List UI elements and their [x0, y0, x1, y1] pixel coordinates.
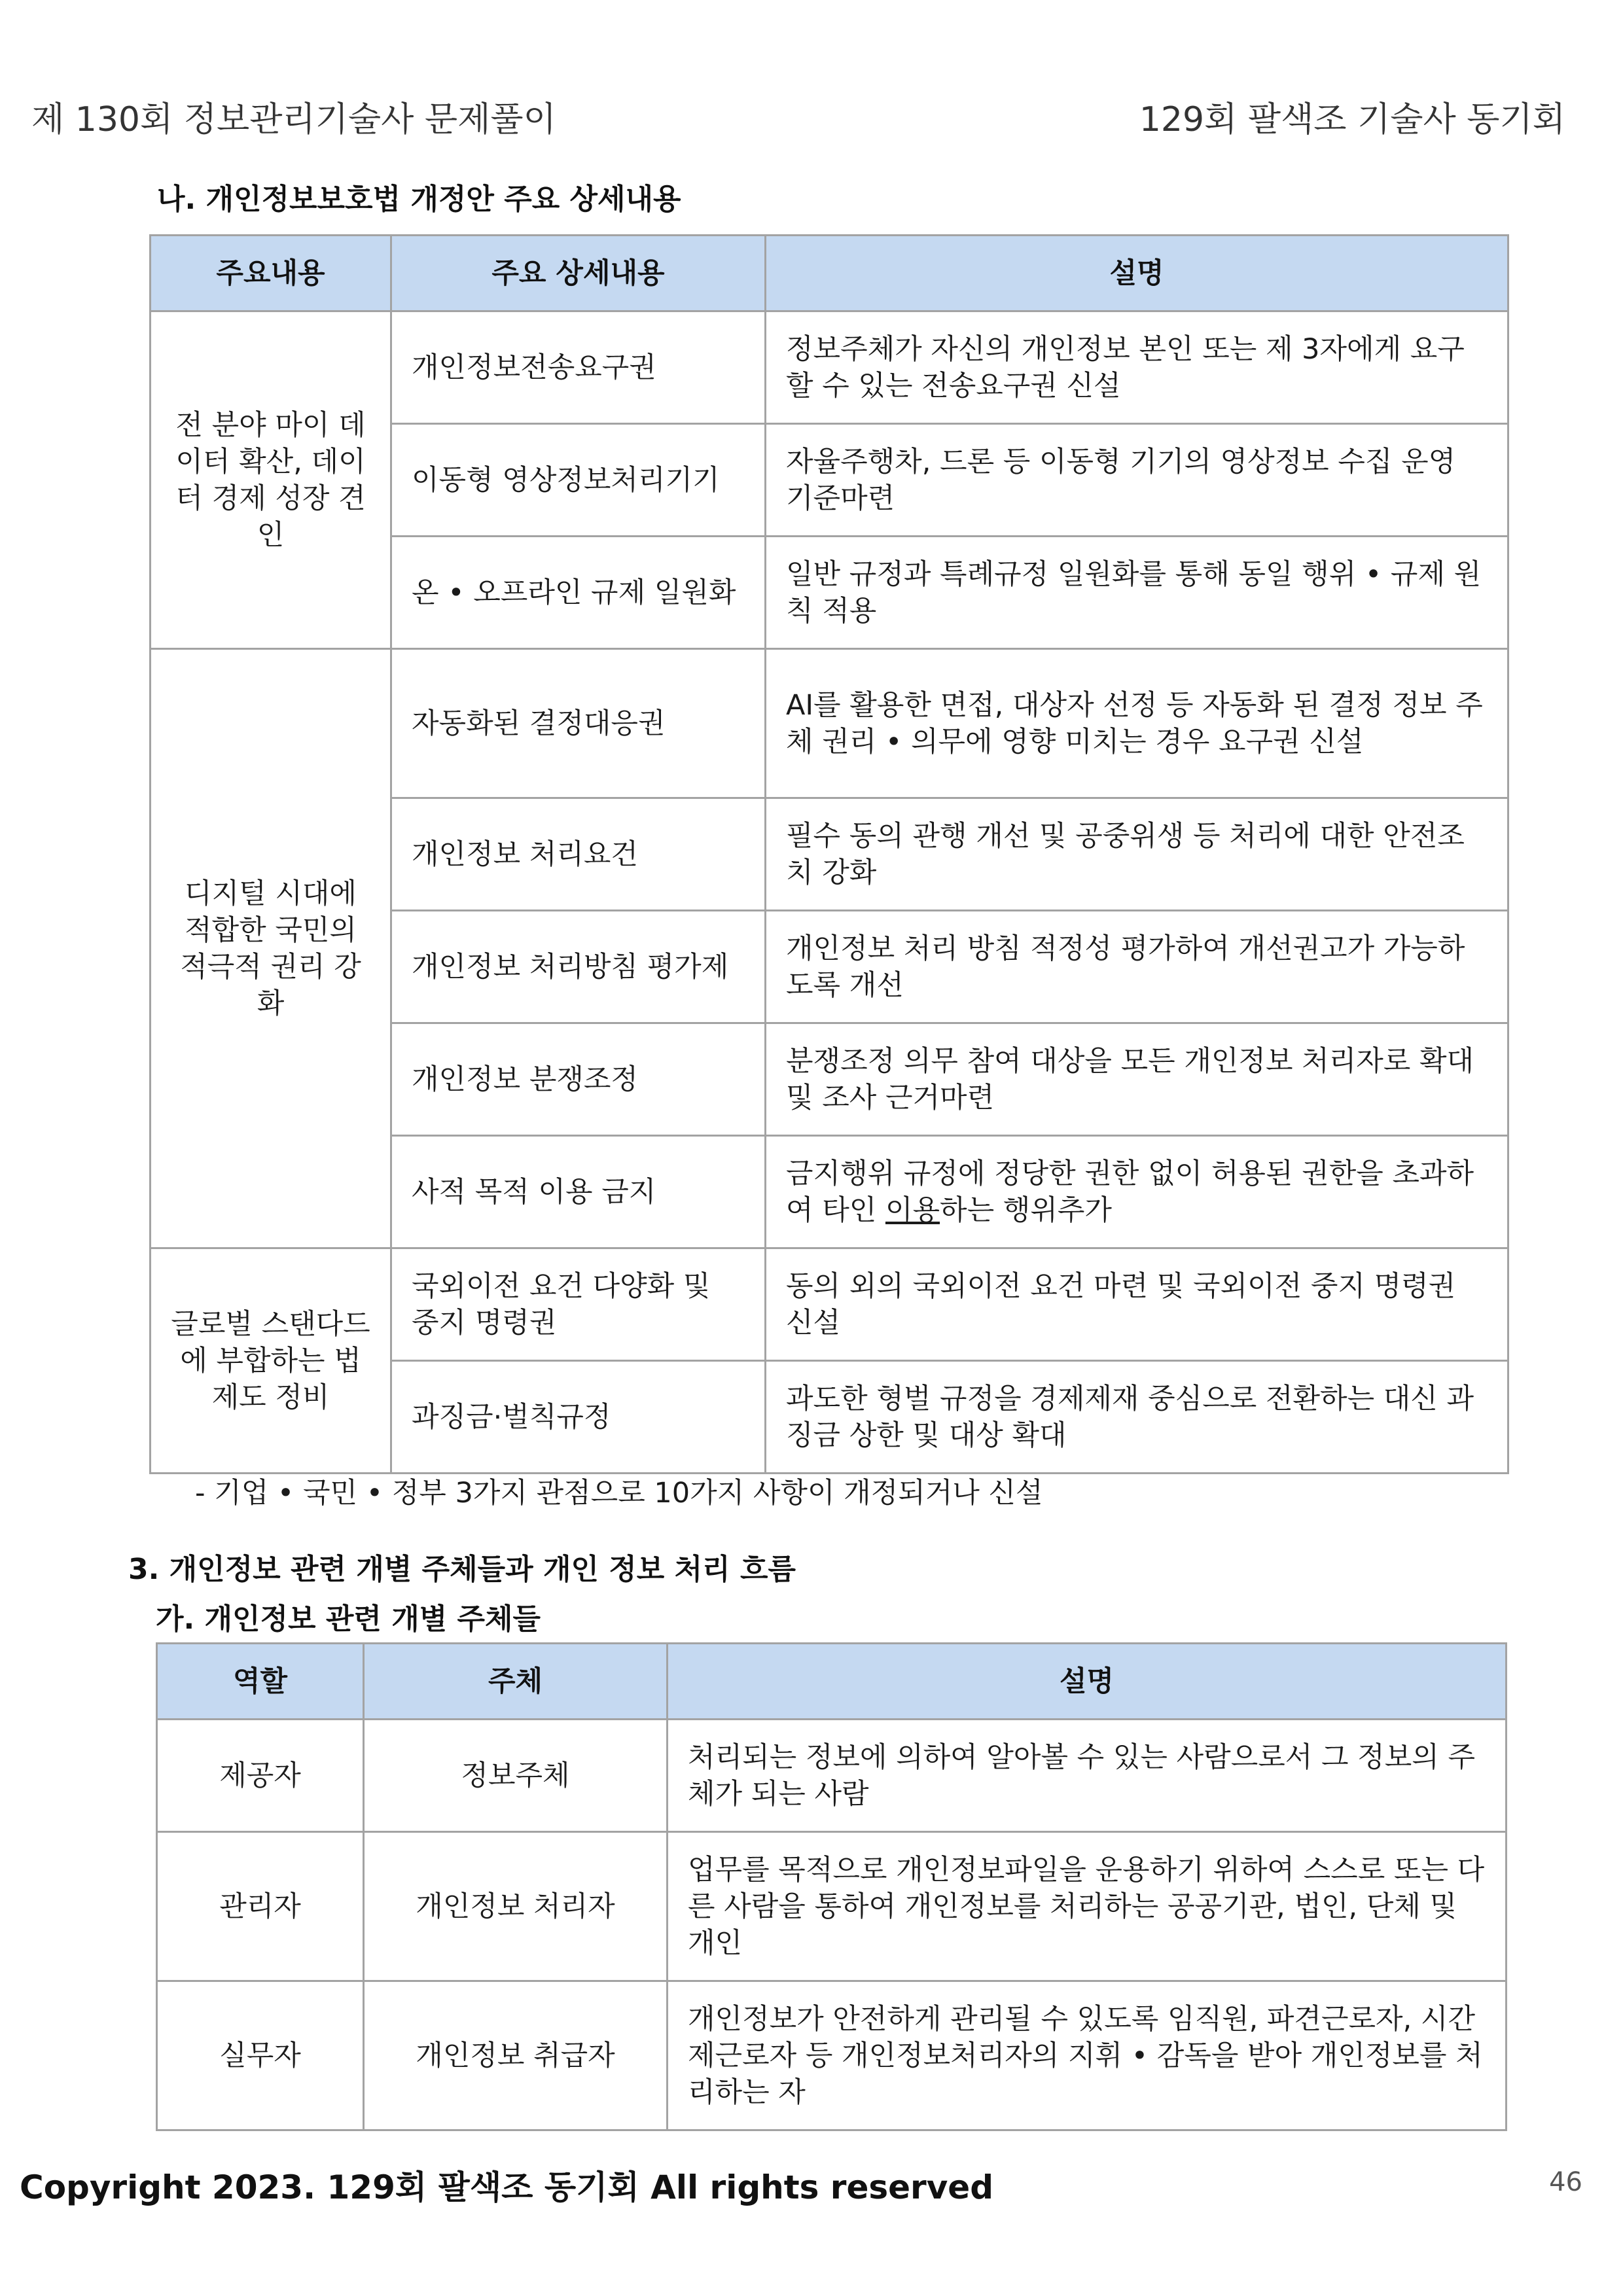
- detail-cell: 자동화된 결정대응권: [391, 649, 766, 798]
- table-header-row: [157, 1644, 1507, 1720]
- table-header-row: [151, 236, 1508, 311]
- col-header: 주요내용: [151, 236, 391, 311]
- col-header: 주체: [364, 1644, 668, 1720]
- desc-cell: 일반 규정과 특례규정 일원화를 통해 동일 행위 • 규제 원칙 적용: [766, 537, 1508, 649]
- desc-cell: [766, 1136, 1508, 1248]
- role-cell: 관리자: [157, 1832, 364, 1981]
- table-row: [151, 649, 1508, 798]
- subject-cell: 정보주체: [364, 1720, 668, 1832]
- section-subtitle-ga: 가. 개인정보 관련 개별 주체들: [156, 1602, 541, 1636]
- header-title: 제 130회 정보관리기술사 문제풀이: [31, 100, 556, 139]
- subjects-table: [156, 1642, 1507, 2131]
- detail-cell: 과징금·벌칙규정: [391, 1361, 766, 1474]
- underlined-word: 이용: [885, 1193, 940, 1227]
- desc-text: 금지행위 규정에 정당한 권한 없이 허용된 권한을 초과하여 타인: [786, 1157, 1474, 1227]
- detail-cell: 개인정보 분쟁조정: [391, 1023, 766, 1136]
- desc-cell: 정보주체가 자신의 개인정보 본인 또는 제 3자에게 요구 할 수 있는 전송요구권 신설: [766, 311, 1508, 424]
- desc-cell: 자율주행차, 드론 등 이동형 기기의 영상정보 수집 운영 기준마련: [766, 424, 1508, 537]
- table-row: [151, 1248, 1508, 1361]
- category-cell: 글로벌 스탠다드에 부합하는 법제도 정비: [151, 1248, 391, 1474]
- header-group: 129회 팔색조 기술사 동기회: [1139, 100, 1565, 139]
- subject-cell: 개인정보 처리자: [364, 1832, 668, 1981]
- desc-cell: 필수 동의 관행 개선 및 공중위생 등 처리에 대한 안전조치 강화: [766, 798, 1508, 911]
- desc-cell: 처리되는 정보에 의하여 알아볼 수 있는 사람으로서 그 정보의 주체가 되는 사람: [668, 1720, 1507, 1832]
- subject-cell: 개인정보 취급자: [364, 1981, 668, 2130]
- col-header: 주요 상세내용: [391, 236, 766, 311]
- desc-cell: 개인정보가 안전하게 관리될 수 있도록 임직원, 파견근로자, 시간제근로자 등 개인정보처리자의 지휘 • 감독을 받아 개인정보를 처리하는 자: [668, 1981, 1507, 2130]
- table-row: [157, 1981, 1507, 2130]
- desc-text: 하는 행위추가: [940, 1193, 1112, 1227]
- role-cell: 제공자: [157, 1720, 364, 1832]
- col-header: 역할: [157, 1644, 364, 1720]
- section-title-na: 나. 개인정보보호법 개정안 주요 상세내용: [157, 183, 681, 216]
- detail-cell: 개인정보 처리요건: [391, 798, 766, 911]
- col-header: 설명: [766, 236, 1508, 311]
- desc-cell: 과도한 형벌 규정을 경제제재 중심으로 전환하는 대신 과징금 상한 및 대상 확대: [766, 1361, 1508, 1474]
- detail-cell: 사적 목적 이용 금지: [391, 1136, 766, 1248]
- table-row: [151, 311, 1508, 424]
- desc-cell: 개인정보 처리 방침 적정성 평가하여 개선권고가 가능하도록 개선: [766, 911, 1508, 1023]
- detail-cell: 개인정보 처리방침 평가제: [391, 911, 766, 1023]
- amendment-table: [149, 234, 1509, 1474]
- desc-cell: 동의 외의 국외이전 요건 마련 및 국외이전 중지 명령권 신설: [766, 1248, 1508, 1361]
- page-number: 46: [1549, 2167, 1582, 2197]
- table-row: [157, 1720, 1507, 1832]
- desc-cell: 업무를 목적으로 개인정보파일을 운용하기 위하여 스스로 또는 다른 사람을 통하여 개인정보를 처리하는 공공기관, 법인, 단체 및 개인: [668, 1832, 1507, 1981]
- detail-cell: 이동형 영상정보처리기기: [391, 424, 766, 537]
- desc-cell: AI를 활용한 면접, 대상자 선정 등 자동화 된 결정 정보 주체 권리 • 의무에 영향 미치는 경우 요구권 신설: [766, 649, 1508, 798]
- desc-cell: 분쟁조정 의무 참여 대상을 모든 개인정보 처리자로 확대 및 조사 근거마련: [766, 1023, 1508, 1136]
- table-row: [157, 1832, 1507, 1981]
- detail-cell: 국외이전 요건 다양화 및 중지 명령권: [391, 1248, 766, 1361]
- section-title-3: 3. 개인정보 관련 개별 주체들과 개인 정보 처리 흐름: [128, 1553, 796, 1586]
- col-header: 설명: [668, 1644, 1507, 1720]
- copyright: Copyright 2023. 129회 팔색조 동기회 All rights reserved: [20, 2168, 994, 2206]
- detail-cell: 온 • 오프라인 규제 일원화: [391, 537, 766, 649]
- category-cell: 디지털 시대에 적합한 국민의 적극적 권리 강화: [151, 649, 391, 1248]
- table-note: - 기업 • 국민 • 정부 3가지 관점으로 10가지 사항이 개정되거나 신설: [195, 1477, 1043, 1510]
- detail-cell: 개인정보전송요구권: [391, 311, 766, 424]
- role-cell: 실무자: [157, 1981, 364, 2130]
- category-cell: 전 분야 마이 데이터 확산, 데이터 경제 성장 견인: [151, 311, 391, 649]
